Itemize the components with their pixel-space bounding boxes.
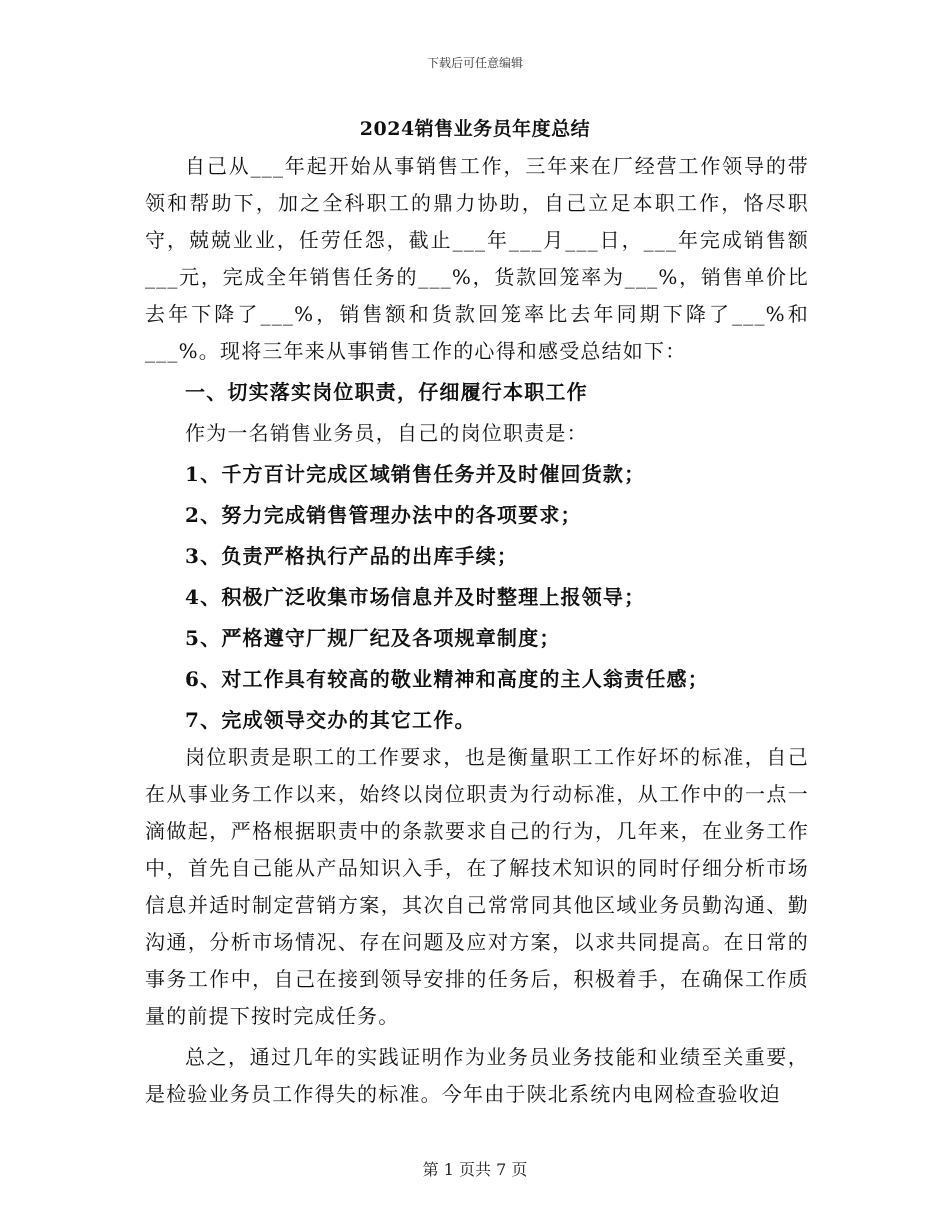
duty-item-2: 2、努力完成销售管理办法中的各项要求； [185, 503, 582, 527]
paragraph-summary: 总之，通过几年的实践证明作为业务员业务技能和业绩至关重要，是检验业务员工作得失的标准。今年由于陕北系统内电网检查验收迫 [145, 1045, 809, 1106]
duty-item-3: 3、负责严格执行产品的出库手续； [185, 544, 519, 568]
duty-item-1: 1、千方百计完成区域销售任务并及时催回货款； [185, 462, 646, 486]
header-note: 下载后可任意编辑 [426, 56, 523, 70]
document-body [145, 148, 809, 1113]
section-heading-1: 一、切实落实岗位职责，仔细履行本职工作 [185, 380, 588, 404]
duty-item-7: 7、完成领导交办的其它工作。 [185, 708, 476, 732]
duty-item-5: 5、严格遵守厂规厂纪及各项规章制度； [185, 626, 561, 650]
page-footer: 第 1 页共 7 页 [422, 1160, 528, 1179]
paragraph-duties-intro: 作为一名销售业务员，自己的岗位职责是： [185, 421, 588, 445]
document-title: 2024销售业务员年度总结 [359, 118, 591, 140]
duty-item-4: 4、积极广泛收集市场信息并及时整理上报领导； [185, 585, 646, 609]
paragraph-intro: 自己从___年起开始从事销售工作，三年来在厂经营工作领导的带领和帮助下，加之全科职工的鼎力协助，自己立足本职工作，恪尽职守，兢兢业业，任劳任怨，截止___年___月___日，___年完成销售额___元，完成全年销售任务的___%，货款回笼率为___%，销售单价比去年下降了___%，销售额和货款回笼率比去年同期下降了___%和___%。现将三年来从事销售工作的心得和感受总结如下： [145, 154, 809, 363]
duty-item-6: 6、对工作具有较高的敬业精神和高度的主人翁责任感； [185, 667, 709, 691]
paragraph-duties-explained: 岗位职责是职工的工作要求，也是衡量职工工作好坏的标准，自己在从事业务工作以来，始终以岗位职责为行动标准，从工作中的一点一滴做起，严格根据职责中的条款要求自己的行为，几年来，在业务工作中，首先自己能从产品知识入手，在了解技术知识的同时仔细分析市场信息并适时制定营销方案，其次自己常常同其他区域业务员勤沟通、勤沟通，分析市场情况、存在问题及应对方案，以求共同提高。在日常的事务工作中，自己在接到领导安排的任务后，积极着手，在确保工作质量的前提下按时完成任务。 [145, 745, 809, 1028]
